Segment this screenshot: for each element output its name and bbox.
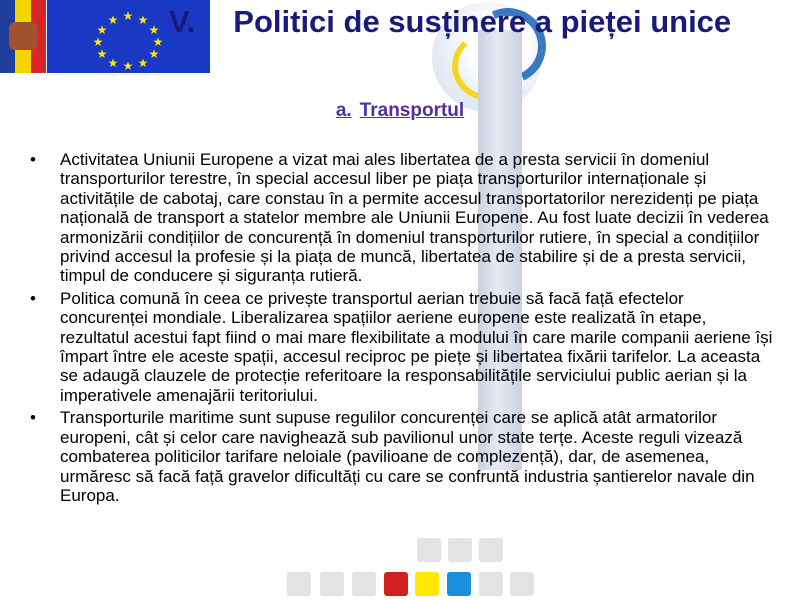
decor-square [479, 538, 503, 562]
decor-square [479, 572, 503, 596]
svg-text:★: ★ [107, 13, 119, 27]
svg-text:★: ★ [148, 47, 160, 61]
bullet-item [30, 408, 775, 505]
bullet-item [30, 150, 775, 286]
bullet-text: Transporturile maritime sunt supuse regulilor concurenței care se aplică atât armatorilor europeni, cât și celor care navighează sub pavilionul unor state terțe. Aceste reguli vizează combaterea politicilor tarifare neloiale (pavilioane de complezență), dar, de asemenea, urmăresc să facă față gravelor dificultăți cu care se confruntă industria șantierelor navale din Europa. [60, 408, 755, 505]
subtitle-text: Transportul [359, 100, 465, 121]
decor-square [320, 572, 344, 596]
svg-text:★: ★ [152, 35, 164, 49]
subtitle-letter: a. [335, 100, 352, 121]
svg-text:★: ★ [107, 56, 119, 70]
decor-square [287, 572, 311, 596]
bullet-list [30, 150, 775, 508]
decor-square [417, 538, 441, 562]
decor-square-red [384, 572, 408, 596]
slide-title-number: V. [168, 4, 196, 39]
svg-text:★: ★ [122, 9, 134, 23]
decor-square-blue [447, 572, 471, 596]
bullet-dot-icon: • [30, 288, 36, 308]
svg-text:★: ★ [96, 47, 108, 61]
slide-title [120, 4, 780, 39]
bullet-dot-icon: • [30, 150, 36, 169]
decor-square [448, 538, 472, 562]
moldova-flag-icon [0, 0, 46, 73]
svg-text:★: ★ [137, 56, 149, 70]
svg-text:★: ★ [148, 23, 160, 37]
bullet-dot-icon: • [30, 408, 36, 428]
svg-text:★: ★ [137, 13, 149, 27]
svg-text:★: ★ [96, 23, 108, 37]
bullet-text: Activitatea Uniunii Europene a vizat mai ales libertatea de a presta servicii în domeniul transporturilor terestre, în special accesul liber pe piața transporturilor internaționale și activitățile de cabotaj, care constau în a permite accesul transportatorilor nerezidenți pe piața națională de transport a statelor membre ale Uniunii Europene. Au fost luate decizii în vederea armonizării condițiilor de concurență în domeniul transporturilor rutiere, în special a condițiilor privind accesul la profesie și la piața de muncă, libertatea de stabilire și de a presta servicii, timpul de conducere și siguranța rutieră. [60, 150, 769, 286]
svg-text:★: ★ [92, 35, 104, 49]
bullet-text: Politica comună în ceea ce privește transportul aerian trebuie să facă față efectelor concurenței mondiale. Liberalizarea spațiilor aeriene europene este realizată în etape, rezultatul acestui fapt fiind o mai mare flexibilitate a modului în care marile companii aeriene își împart între ele aceste spații, accesul reciproc pe piețe și libertatea fixării tarifelor. La aceasta se adaugă clauzele de protecție referitoare la responsabilitățile serviciului public aerian și la imperativele amenajării teritoriului. [60, 288, 773, 405]
svg-text:★: ★ [122, 59, 134, 73]
slide-title-text: Politici de susținere a pieței unice [233, 4, 732, 39]
bullet-item [30, 289, 775, 405]
slide-subtitle [0, 100, 800, 122]
decor-square [510, 572, 534, 596]
decor-square-yellow [415, 572, 439, 596]
decor-square [352, 572, 376, 596]
